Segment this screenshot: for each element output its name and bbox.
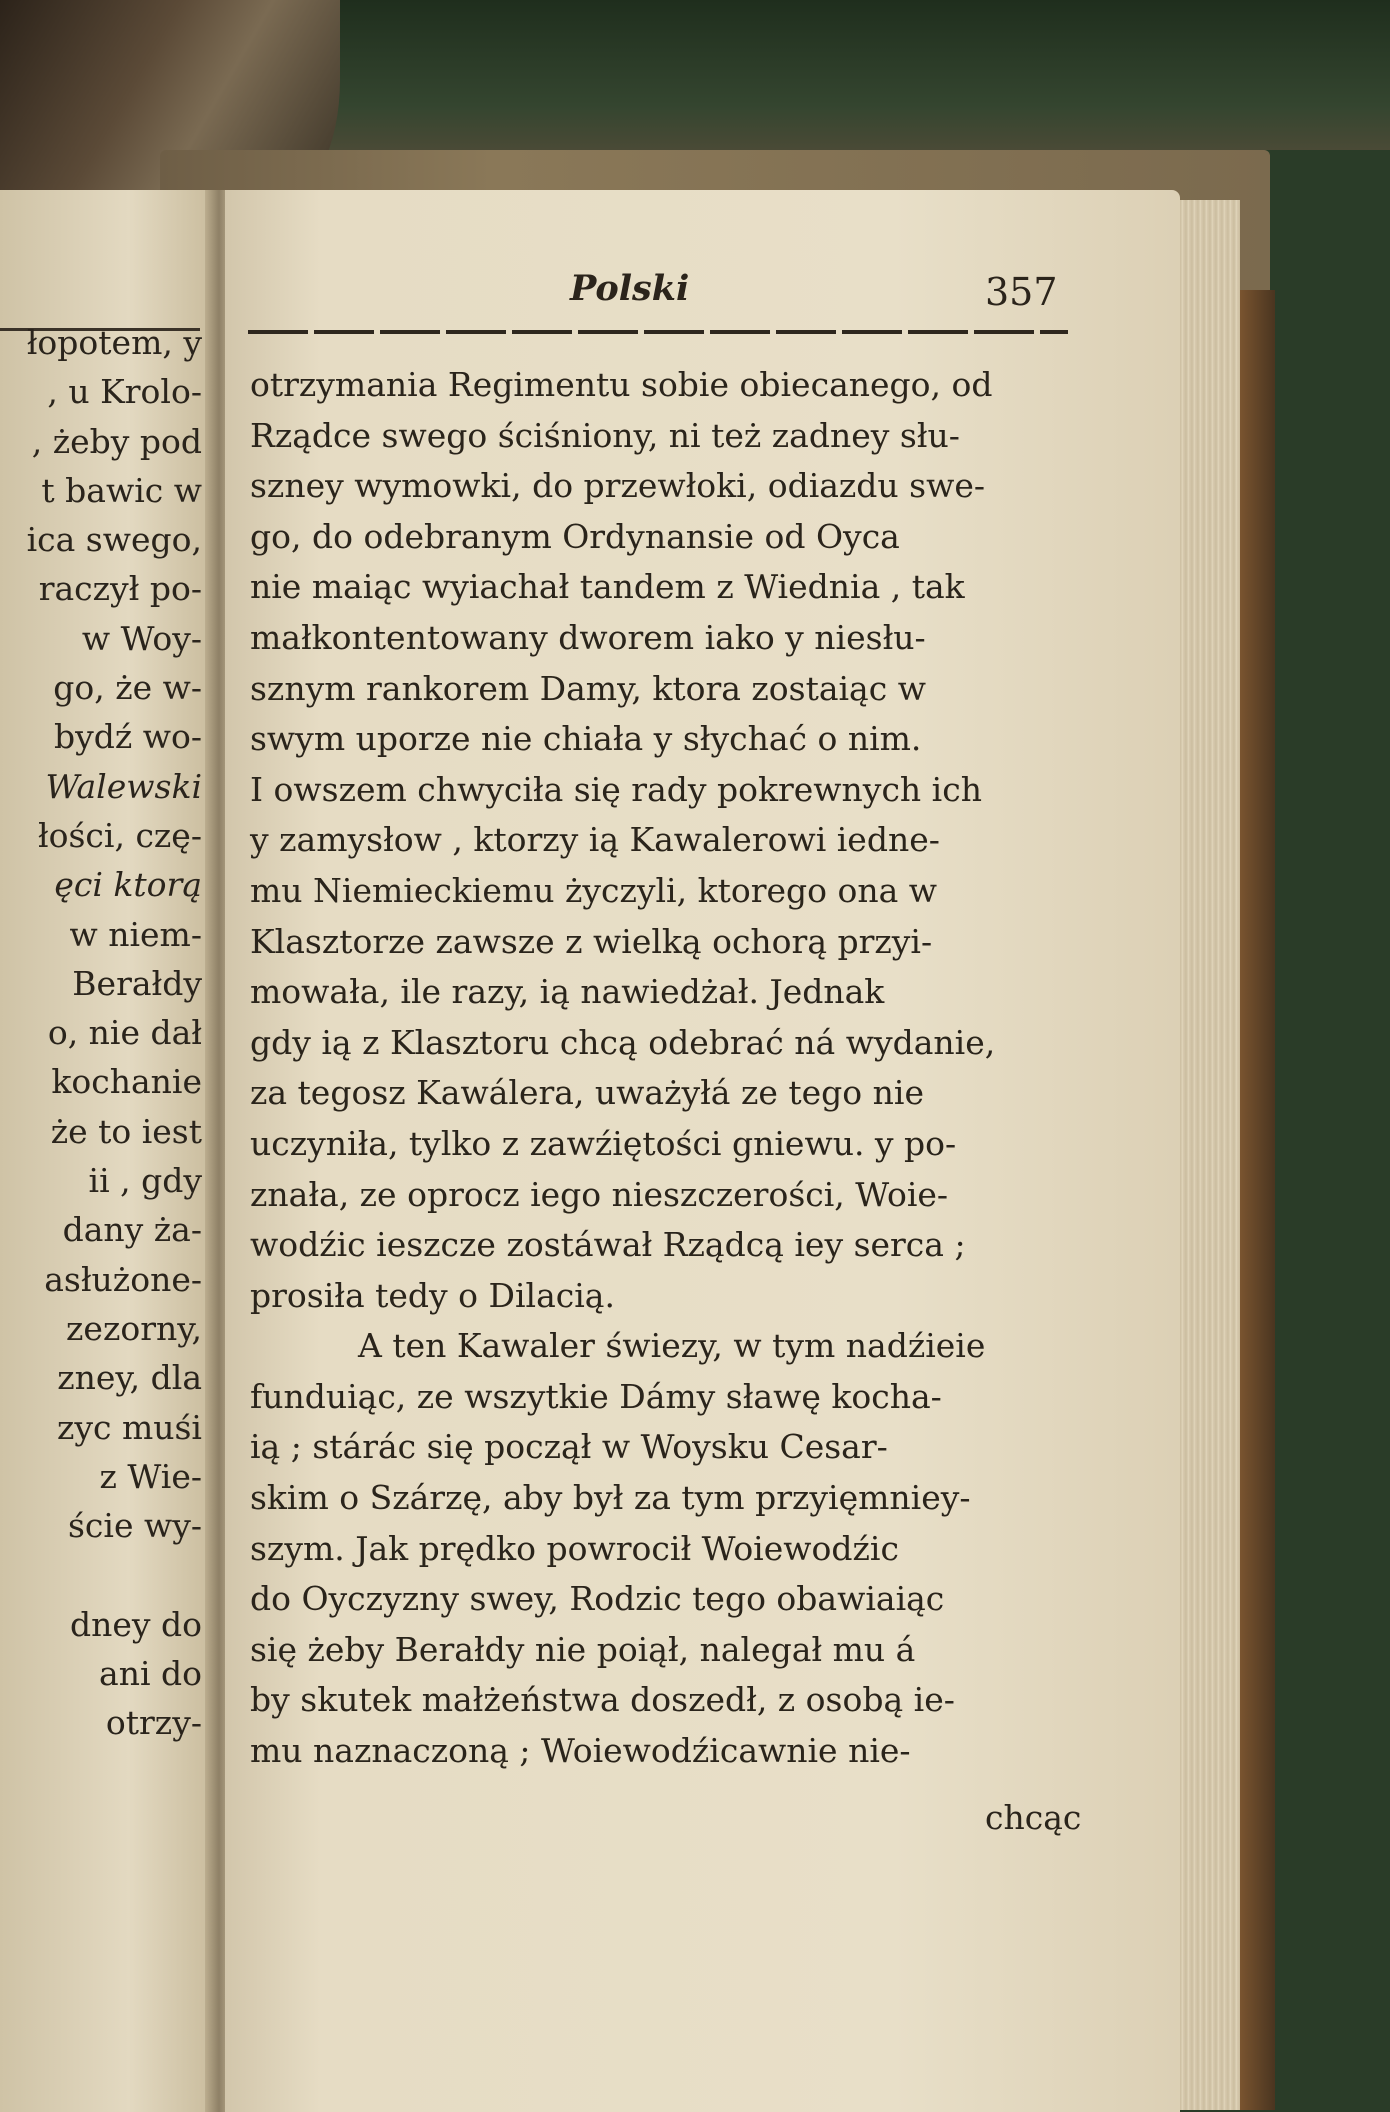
text-line: otrzymania Regimentu sobie obiecanego, od	[250, 365, 993, 404]
text-line: uczyniła, tylko z zawźiętości gniewu. y po-	[250, 1123, 957, 1163]
text-line: ią ; stárác się począł w Woysku Cesar-	[250, 1427, 888, 1467]
text-line: mu Niemieckiemu życzyli, ktorego ona w	[250, 870, 938, 910]
text-line-blank	[0, 1550, 202, 1599]
text-line: Berałdy	[72, 963, 202, 1003]
text-line: szym. Jak prędko powrocił Woiewodźic	[250, 1528, 899, 1568]
text-line: zney, dla	[57, 1358, 202, 1398]
text-line: y zamysłow , ktorzy ią Kawalerowi iedne-	[250, 820, 940, 860]
text-line: mowała, ile razy, ią nawiedżał. Jednak	[250, 972, 885, 1012]
text-line: Walewski	[45, 766, 202, 806]
text-line: ii , gdy	[88, 1161, 202, 1201]
text-line: dany ża-	[62, 1210, 202, 1250]
text-line: skim o Szárzę, aby był za tym przyięmniey-	[250, 1478, 971, 1518]
text-line: małkontentowany dworem iako y niesłu-	[250, 617, 926, 657]
text-line: Rządce swego ściśniony, ni też zadney słu-	[250, 415, 960, 455]
running-head: Polski	[570, 268, 690, 309]
text-line: I owszem chwyciła się rady pokrewnych ich	[250, 769, 982, 809]
text-line: prosiła tedy o Dilacią.	[250, 1275, 615, 1315]
text-line: w Woy-	[81, 618, 202, 658]
text-line: , u Krolo-	[47, 372, 202, 412]
text-line: bydź wo-	[53, 717, 202, 757]
header-rule	[248, 330, 1068, 334]
text-line: nie maiąc wyiachał tandem z Wiednia , tak	[250, 567, 965, 607]
text-line: swym uporze nie chiała y słychać o nim.	[250, 719, 922, 759]
text-line: łopotem, y	[26, 323, 202, 362]
text-line: ica swego,	[26, 520, 202, 560]
text-line: sznym rankorem Damy, ktora zostaiąc w	[250, 668, 926, 708]
text-line: w niem-	[69, 914, 202, 954]
text-line: znała, ze oprocz iego nieszczerości, Woie-	[250, 1174, 949, 1214]
text-line: raczył po-	[38, 569, 202, 609]
text-line: by skutek małżeństwa doszedł, z osobą ie-	[250, 1680, 955, 1720]
text-line: dney do	[69, 1604, 202, 1644]
page-number: 357	[985, 270, 1058, 314]
text-line: t bawic w	[41, 470, 202, 510]
text-line: , żeby pod	[31, 421, 202, 461]
text-line: zezorny,	[66, 1308, 202, 1348]
text-line: łości, czę-	[37, 815, 202, 855]
text-line: asłużone-	[44, 1259, 202, 1299]
text-line: otrzy-	[105, 1703, 202, 1743]
text-line: kochanie	[51, 1062, 202, 1102]
text-line: że to iest	[50, 1111, 202, 1151]
text-line: o, nie dał	[47, 1013, 202, 1053]
text-line: się żeby Berałdy nie poiął, nalegał mu á	[250, 1629, 916, 1669]
text-line: ście wy-	[67, 1506, 202, 1546]
left-page-text	[0, 318, 202, 1748]
text-line: mu naznaczoną ; Woiewodźicawnie nie-	[250, 1731, 911, 1771]
text-line: Klasztorze zawsze z wielką ochorą przyi-	[250, 921, 933, 961]
text-line: wodźic ieszcze zostáwał Rządcą iey serca ;	[250, 1225, 966, 1265]
text-line: z Wie-	[99, 1456, 202, 1496]
right-page-text	[250, 360, 1080, 1777]
text-line: go, do odebranym Ordynansie od Oyca	[250, 516, 900, 556]
text-line: funduiąc, ze wszytkie Dámy sławę kocha-	[250, 1376, 942, 1416]
text-line: go, że w-	[53, 668, 202, 708]
text-line: zyc muśi	[56, 1407, 202, 1447]
text-line: szney wymowki, do przewłoki, odiazdu swe-	[250, 466, 986, 506]
text-line: za tegosz Kawálera, uważyłá ze tego nie	[250, 1073, 924, 1113]
text-line: ęci ktorą	[54, 865, 202, 905]
catchword: chcąc	[985, 1798, 1082, 1837]
text-line: ani do	[99, 1654, 202, 1694]
text-line: gdy ią z Klasztoru chcą odebrać ná wydanie,	[250, 1022, 996, 1062]
text-line: A ten Kawaler świezy, w tym nadźieie	[358, 1326, 986, 1366]
text-line: do Oyczyzny swey, Rodzic tego obawiaiąc	[250, 1579, 945, 1619]
